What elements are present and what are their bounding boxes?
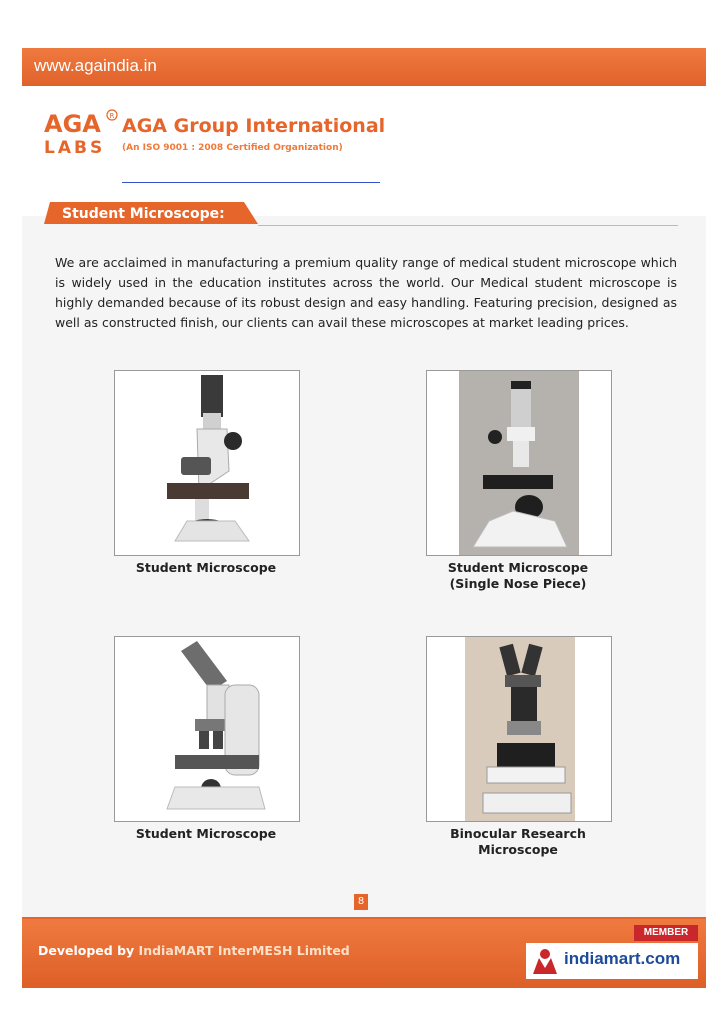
caption-line-1: Student Microscope [135, 560, 277, 575]
product-image-student-microscope-2 [114, 636, 300, 822]
microscope-illustration [427, 637, 611, 821]
developer-company-link[interactable]: IndiaMART InterMESH Limited [138, 943, 350, 958]
product-caption [426, 826, 610, 858]
brochure-page [22, 48, 706, 988]
svg-text:AGA: AGA [44, 110, 101, 138]
organization-certification: (An ISO 9001 : 2008 Certified Organization) [122, 143, 343, 153]
aga-labs-logo [44, 106, 122, 158]
product-caption [114, 560, 298, 576]
page-number: 8 [354, 894, 368, 910]
svg-text:LABS: LABS [44, 138, 106, 158]
indiamart-logo-icon [530, 946, 560, 976]
top-bar [22, 48, 706, 86]
product-caption [114, 826, 298, 842]
developed-by-label: Developed by [38, 943, 135, 958]
caption-line-1: Student Microscope [447, 560, 589, 575]
svg-text:R: R [109, 112, 115, 120]
intro-paragraph: We are acclaimed in manufacturing a premium quality range of medical student microscope which is widely used in the education institutes across the world. Our Medical student microscope is highly demanded because of its robust design and easy handling. Featuring precision, designed as well as constructed finish, our clients can avail these microscopes at market leading prices. [55, 254, 677, 330]
developed-by-text [38, 943, 350, 958]
microscope-illustration [115, 371, 299, 555]
section-title: Student Microscope: [62, 206, 225, 222]
organization-name: AGA Group International [122, 115, 386, 137]
website-url[interactable]: www.againdia.in [34, 56, 157, 75]
caption-line-1: Binocular Research [450, 826, 586, 841]
section-rule [258, 225, 678, 226]
microscope-illustration [427, 371, 611, 555]
product-image-student-microscope-1 [114, 370, 300, 556]
product-image-binocular-research-microscope [426, 636, 612, 822]
caption-line-2: Microscope [478, 842, 558, 857]
member-badge: MEMBER [634, 925, 698, 941]
product-image-student-microscope-single-nose [426, 370, 612, 556]
caption-line-2: (Single Nose Piece) [449, 576, 587, 591]
indiamart-brand: indiamart.com [564, 949, 681, 968]
header-divider [122, 182, 380, 183]
caption-line-1: Student Microscope [135, 826, 277, 841]
microscope-illustration [115, 637, 299, 821]
product-caption [426, 560, 610, 592]
